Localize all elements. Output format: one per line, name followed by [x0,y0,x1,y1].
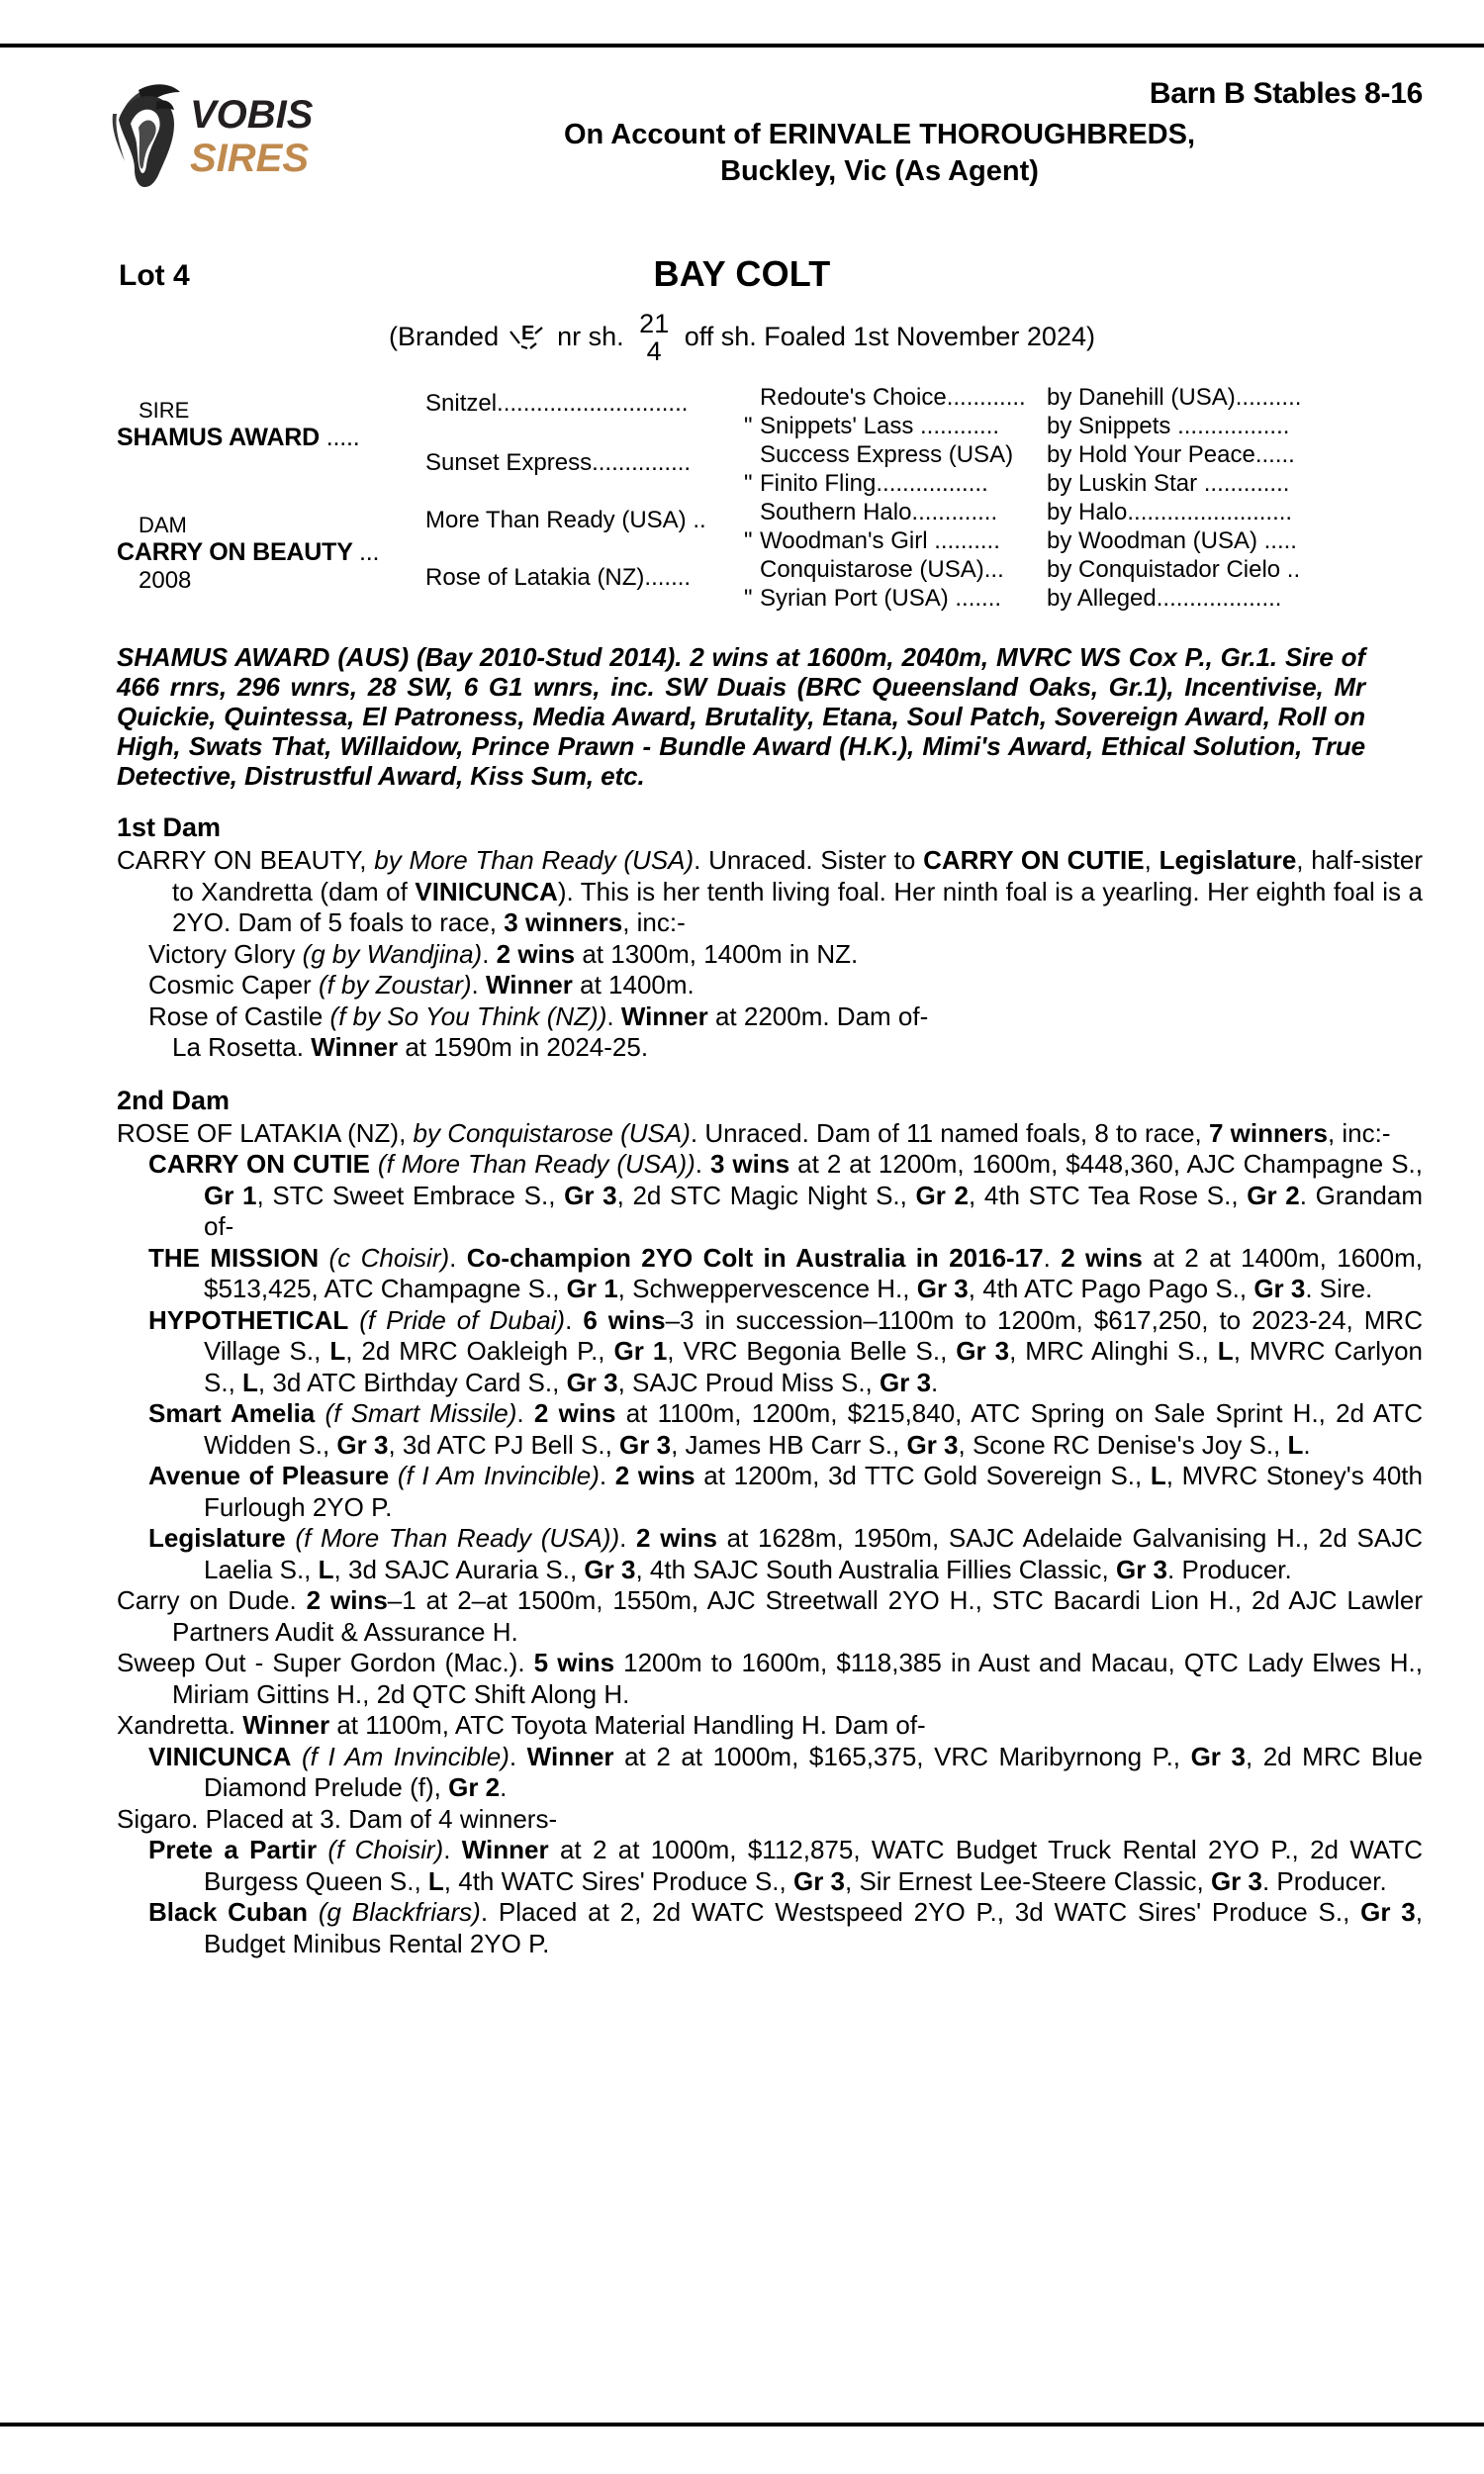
first-dam-winners-count: 3 winners [504,907,623,937]
great-grandparent-name: Snippets' Lass ............ [760,413,1000,439]
entry-body: . Winner at 2 at 1000m, $165,375, VRC Maribyrnong P., Gr 3, 2d MRC Blue Diamond Prelude (f), Gr 2. [204,1741,1423,1802]
sub-progeny-record: Winner [311,1032,399,1062]
entry-name: HYPOTHETICAL [148,1304,349,1335]
dam-year-of-birth: 2008 [139,567,192,594]
comma: , [399,1117,414,1148]
progeny-parentage: (f by So You Think (NZ)) [329,1000,607,1031]
ditto-mark: " [744,527,753,554]
great-grandparent-by: by Danehill (USA).......... [1047,384,1302,411]
entry-body: 2 wins–1 at 2–at 1500m, 1550m, AJC Streetwall 2YO H., STC Bacardi Lion H., 2d AJC Lawler Partners Audit & Assurance H. [172,1585,1423,1647]
great-grandparent-by: by Woodman (USA) ..... [1047,527,1297,554]
entry-body: Winner at 1100m, ATC Toyota Material Handling H. Dam of- [242,1710,926,1740]
comma: , [359,845,375,875]
second-dam-entry [117,1710,1423,1742]
entry-name: Legislature [148,1523,286,1553]
entry-name: Carry on Dude. [117,1585,297,1615]
progeny-record: 2 wins [496,938,576,969]
logo-text-vobis: VOBIS [190,93,314,137]
second-dam-entry [117,1742,1423,1804]
second-dam-entry [117,1398,1423,1461]
entry-name: THE MISSION [148,1242,320,1273]
dam-label-text: DAM [139,513,187,537]
first-dam-sire: by More Than Ready (USA) [374,845,695,875]
progeny-parentage: (g by Wandjina) [302,938,483,969]
second-dam-entry [117,1243,1423,1305]
entry-name: Prete a Partir [148,1835,318,1864]
sub-progeny-name: La Rosetta. [172,1032,304,1062]
entry-body: . 2 wins at 1100m, 1200m, $215,840, ATC Spring on Sale Sprint H., 2d ATC Widden S., Gr 3, 3d ATC PJ Bell S., Gr 3, James HB Carr S., Gr 3, Scone RC Denise's Joy S., L. [204,1398,1424,1460]
great-grandparent-by: by Conquistador Cielo .. [1047,556,1301,583]
brand-numerator: 21 [639,309,670,338]
pedigree-table [0,384,1484,626]
vobis-sires-logo [109,80,322,189]
progeny-record: Winner [620,1000,708,1031]
entry-body: . Placed at 2, 2d WATC Westspeed 2YO P., 3d WATC Sires' Produce S., Gr 3, Budget Minibus Rental 2YO P. [204,1897,1423,1958]
great-grandparent-by: by Snippets ................. [1047,413,1290,439]
entry-parentage: (f I Am Invincible) [302,1741,510,1771]
entry-parentage: (f Smart Missile) [325,1398,517,1428]
first-dam-text-b: , [1144,845,1159,875]
sire-dots: ..... [325,424,360,451]
branded-prefix: (Branded [389,322,500,352]
progeny-name: Cosmic Caper [148,970,312,999]
great-grandparent-row [744,441,1013,469]
entry-parentage: (g Blackfriars) [318,1897,481,1927]
second-dam-main-entry [117,1118,1423,1150]
progeny-detail: at 1300m, 1400m in NZ. [575,938,859,969]
first-dam-heading: 1st Dam [117,812,222,842]
great-grandparent-row [744,384,1026,412]
second-dam-winners-count: 7 winners [1209,1117,1328,1148]
second-dam-text-b: , inc:- [1327,1117,1391,1148]
branded-line [0,311,1484,372]
progeny-row [117,970,1423,1001]
progeny-sep: . [606,1000,621,1031]
progeny-name: Rose of Castile [148,1000,324,1031]
progeny-sep: . [471,970,486,999]
ditto-mark: " [744,585,753,612]
grandparent-2: Sunset Express............... [425,449,692,476]
great-grandparent-by: by Halo......................... [1047,499,1293,525]
second-dam-entry [117,1804,1423,1836]
branded-mid: nr sh. [557,322,624,352]
second-dam-text-a: . Unraced. Dam of 11 named foals, 8 to race, [690,1117,1209,1148]
second-dam-entry [117,1835,1423,1897]
page-header [0,55,1484,253]
account-line-1: On Account of ERINVALE THOROUGHBREDS, [564,119,1195,150]
progeny-detail: at 1400m. [572,970,695,999]
entry-body: . 2 wins at 1200m, 3d TTC Gold Sovereign S., L, MVRC Stoney's 40th Furlough 2YO P. [204,1461,1423,1522]
great-grandparent-name: Conquistarose (USA)... [760,556,1004,583]
great-grandparent-row [744,585,1001,613]
progeny-record: Winner [486,970,573,999]
great-grandparent-by: by Hold Your Peace...... [1047,441,1295,468]
first-dam-text-c: , half-sister to Xandretta (dam of [172,845,1423,906]
grandparent-4: Rose of Latakia (NZ)....... [425,564,692,591]
second-dam-entry [117,1523,1423,1585]
first-dam-name: CARRY ON BEAUTY [117,845,360,875]
ditto-mark: " [744,470,753,497]
great-grandparent-row [744,413,999,440]
entry-name: Avenue of Pleasure [148,1461,390,1490]
sire-summary-paragraph: SHAMUS AWARD (AUS) (Bay 2010-Stud 2014). 2 wins at 1600m, 2040m, MVRC WS Cox P., Gr.1. Sire of 466 rnrs, 296 wnrs, 28 SW, 6 G1 wnrs, inc. SW Duais (BRC Queensland Oaks, Gr.1), Incentivise, Mr Quickie, Quintessa, El Patroness, Media Award, Brutality, Etana, Soul Patch, Sovereign Award, Roll on High, Swats That, Willaidow, Prince Prawn - Bundle Award (H.K.), Mimi's Award, Ethical Solution, True Detective, Distrustful Award, Kiss Sum, etc. [117,642,1365,791]
dam-label [139,513,379,538]
dam-dots: ... [359,538,380,566]
great-grandparent-name: Finito Fling................. [760,470,988,497]
ditto-mark: " [744,413,753,439]
sub-progeny-detail: at 1590m in 2024-25. [398,1032,649,1062]
entry-parentage: (f I Am Invincible) [397,1461,600,1490]
sub-progeny-row [117,1032,1423,1064]
relation-vinicunca: VINICUNCA [415,876,558,906]
entry-name: Black Cuban [148,1897,309,1927]
progeny-row [117,1001,1423,1033]
first-dam-text-a: . Unraced. Sister to [694,845,924,875]
brand-denominator: 4 [646,336,662,366]
great-grandparent-row [744,527,1000,555]
barn-stables-label: Barn B Stables 8-16 [1149,77,1423,110]
entry-body: . Winner at 2 at 1000m, $112,875, WATC Budget Truck Rental 2YO P., 2d WATC Burgess Queen S., L, 4th WATC Sires' Produce S., Gr 3, Sir Ernest Lee-Steere Classic, Gr 3. Producer. [204,1835,1423,1896]
great-grandparent-row [744,470,988,498]
entry-name: Sigaro. [117,1803,199,1834]
dam-name-text: CARRY ON BEAUTY [117,538,353,566]
great-grandparent-name: Redoute's Choice............ [760,384,1026,411]
progeny-parentage: (f by Zoustar) [318,970,472,999]
page-content [0,55,1484,1959]
entry-body: . 6 wins–3 in succession–1100m to 1200m, $617,250, to 2023-24, MRC Village S., L, 2d MRC Oakleigh P., Gr 1, VRC Begonia Belle S., Gr 3, MRC Alinghi S., L, MVRC Carlyon S., L, 3d ATC Birthday Card S., Gr 3, SAJC Proud Miss S., Gr 3. [204,1304,1423,1397]
first-dam-main-entry [117,845,1423,939]
progeny-sep: . [482,938,497,969]
logo-text-sires: SIRES [190,137,310,180]
horse-head-icon [113,84,180,187]
entry-body: . Co-champion 2YO Colt in Australia in 2016-17. 2 wins at 2 at 1400m, 1600m, $513,425, ATC Champagne S., Gr 1, Schweppervescence H., Gr 3, 4th ATC Pago Pago S., Gr 3. Sire. [204,1242,1423,1303]
entry-body: . 2 wins at 1628m, 1950m, SAJC Adelaide Galvanising H., 2d SAJC Laelia S., L, 3d SAJC Auraria S., Gr 3, 4th SAJC South Australia Fillies Classic, Gr 3. Producer. [204,1523,1423,1584]
second-dam-heading: 2nd Dam [117,1085,231,1115]
great-grandparent-by: by Alleged................... [1047,585,1282,612]
lot-number: Lot 4 [119,259,190,292]
second-dam-name: ROSE OF LATAKIA (NZ) [117,1117,400,1148]
great-grandparent-name: Success Express (USA) [760,441,1014,468]
second-dam-entry-list [117,1149,1423,1959]
great-grandparent-row [744,499,997,526]
sire-name-text: SHAMUS AWARD [117,424,321,451]
svg-text:E: E [520,323,534,344]
page-top-rule [0,44,1484,48]
sire-name [117,424,360,452]
second-dam-entry [117,1648,1423,1710]
second-dam-entry [117,1461,1423,1523]
second-dam-entry [117,1305,1423,1399]
great-grandparent-row [744,556,1004,584]
entry-name: VINICUNCA [148,1741,292,1771]
lot-title-row [0,253,1484,311]
page-bottom-rule [0,2423,1484,2426]
brand-symbol-icon [509,324,548,353]
entry-name: Smart Amelia [148,1398,316,1428]
progeny-detail: at 2200m. Dam of- [707,1000,929,1031]
second-dam-sire: by Conquistarose (USA) [413,1117,691,1148]
entry-body: 5 wins 1200m to 1600m, $118,385 in Aust and Macau, QTC Lady Elwes H., Miriam Gittins H., 2d QTC Shift Along H. [172,1648,1423,1709]
entry-parentage: (c Choisir) [328,1242,450,1273]
sire-label-text: SIRE [139,398,190,423]
second-dam-block [117,1118,1423,1960]
relation-legislature: Legislature [1159,845,1297,875]
second-dam-entry [117,1897,1423,1959]
second-dam-entry [117,1149,1423,1243]
grandparent-1: Snitzel............................. [425,390,689,417]
entry-name: Xandretta. [117,1710,235,1740]
first-dam-text-e: , inc:- [622,907,686,937]
pedigree-sire-block [117,398,360,452]
great-grandparent-by: by Luskin Star ............. [1047,470,1290,497]
branded-text [389,311,1095,366]
great-grandparent-name: Woodman's Girl .......... [760,527,1000,554]
entry-name: CARRY ON CUTIE [148,1149,370,1179]
entry-body: . 3 wins at 2 at 1200m, 1600m, $448,360, AJC Champagne S., Gr 1, STC Sweet Embrace S., Gr 3, 2d STC Magic Night S., Gr 2, 4th STC Tea Rose S., Gr 2. Grandam of- [204,1149,1423,1241]
account-block [336,117,1423,190]
progeny-row [117,939,1423,971]
great-grandparent-name: Southern Halo............. [760,499,998,525]
great-grandparent-name: Syrian Port (USA) ....... [760,585,1002,612]
branded-suffix: off sh. Foaled 1st November 2024) [684,322,1095,352]
second-dam-entry [117,1585,1423,1648]
entry-parentage: (f More Than Ready (USA)) [295,1523,620,1553]
dam-name [117,538,379,567]
relation-carry-on-cutie: CARRY ON CUTIE [923,845,1145,875]
entry-parentage: (f Choisir) [327,1835,444,1864]
entry-parentage: (f More Than Ready (USA)) [377,1149,696,1179]
grandparent-3: More Than Ready (USA) .. [425,507,706,533]
account-line-2: Buckley, Vic (As Agent) [720,155,1039,187]
first-dam-block [117,845,1423,1064]
entry-parentage: (f Pride of Dubai) [359,1304,566,1335]
brand-fraction [639,310,669,365]
entry-name: Sweep Out - Super Gordon (Mac.). [117,1648,525,1677]
pedigree-dam-block [117,513,379,595]
progeny-name: Victory Glory [148,938,296,969]
first-dam-text-d: ). This is her tenth living foal. Her ninth foal is a yearling. Her eighth foal is a 2YO. Dam of 5 foals to race, [172,876,1423,937]
sex-and-colour-title: BAY COLT [653,253,831,294]
entry-body: Placed at 3. Dam of 4 winners- [198,1803,558,1834]
sire-label [139,398,360,424]
